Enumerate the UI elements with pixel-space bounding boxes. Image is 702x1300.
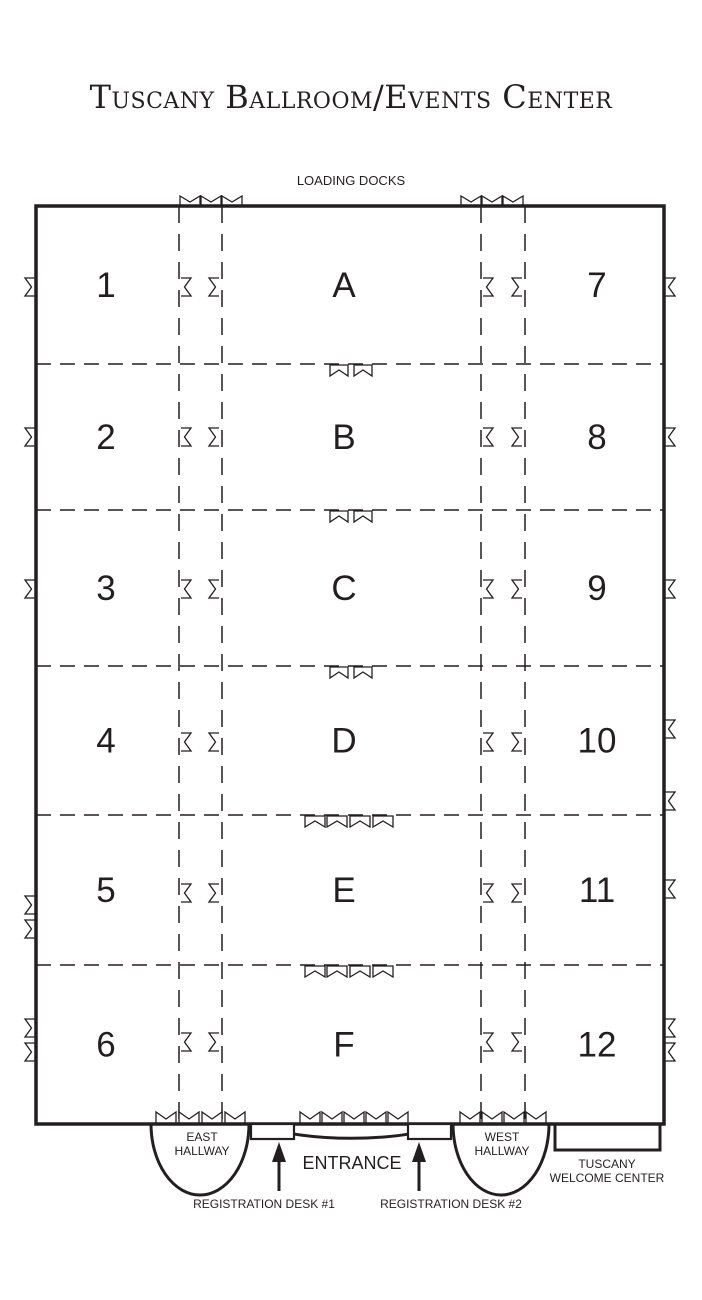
door-icon	[25, 896, 35, 914]
welcome-center-label-1: TUSCANY	[578, 1157, 636, 1171]
door-icon	[181, 1033, 191, 1051]
door-icon	[202, 1112, 222, 1123]
door-icon	[512, 278, 522, 296]
page-title: Tuscany Ballroom/Events Center	[89, 78, 613, 116]
door-icon	[483, 278, 493, 296]
door-icon	[373, 966, 393, 977]
door-icon	[156, 1112, 176, 1123]
west-hallway-label-2: HALLWAY	[474, 1144, 530, 1158]
loading-docks-label: LOADING DOCKS	[296, 173, 406, 188]
door-icon	[350, 816, 370, 827]
room-label-D: D	[331, 721, 357, 761]
door-icon	[330, 365, 348, 376]
door-icon	[209, 733, 219, 751]
door-icon	[225, 1112, 245, 1123]
registration-desk-2	[408, 1124, 451, 1139]
room-label-6: 6	[96, 1025, 116, 1065]
door-icon	[25, 580, 35, 598]
door-icon	[483, 884, 493, 902]
room-label-4: 4	[96, 721, 116, 761]
door-icon	[503, 196, 523, 205]
door-icon	[222, 196, 242, 205]
door-icon	[354, 365, 372, 376]
door-icon	[344, 1112, 364, 1123]
door-icon	[460, 1112, 480, 1123]
door-icon	[330, 511, 348, 522]
west-hallway-label-1: WEST	[484, 1130, 520, 1144]
welcome-center-label-2: WELCOME CENTER	[549, 1171, 665, 1185]
door-icon	[181, 428, 191, 446]
door-icon	[327, 816, 347, 827]
door-icon	[25, 1019, 35, 1037]
door-icon	[330, 667, 348, 678]
door-icon	[388, 1112, 408, 1123]
door-icon	[373, 816, 393, 827]
room-label-F: F	[333, 1025, 355, 1065]
door-icon	[526, 1112, 546, 1123]
door-icon	[181, 884, 191, 902]
room-label-3: 3	[96, 569, 116, 608]
door-icon	[25, 428, 35, 446]
registration-desk-1-label: REGISTRATION DESK #1	[193, 1197, 335, 1211]
room-label-C: C	[331, 569, 357, 608]
door-icon	[665, 880, 675, 898]
room-label-B: B	[332, 418, 356, 457]
door-icon	[25, 920, 35, 938]
door-icon	[327, 966, 347, 977]
door-icon	[209, 278, 219, 296]
door-icon	[665, 1043, 675, 1061]
door-icon	[665, 792, 675, 810]
door-icon	[350, 966, 370, 977]
door-icon	[512, 1033, 522, 1051]
door-icon	[665, 278, 675, 296]
door-icon	[512, 884, 522, 902]
door-icon	[25, 1043, 35, 1061]
door-icon	[25, 278, 35, 296]
room-label-7: 7	[587, 266, 607, 305]
welcome-center	[555, 1124, 660, 1150]
door-icon	[201, 196, 221, 205]
door-icon	[209, 1033, 219, 1051]
door-icon	[512, 733, 522, 751]
door-icon	[354, 667, 372, 678]
room-label-11: 11	[578, 871, 616, 910]
door-icon	[665, 720, 675, 738]
door-icon	[482, 1112, 502, 1123]
door-icon	[483, 733, 493, 751]
door-icon	[322, 1112, 342, 1123]
door-icon	[483, 1033, 493, 1051]
door-icon	[512, 580, 522, 598]
door-icon	[354, 511, 372, 522]
door-icon	[504, 1112, 524, 1123]
room-label-1: 1	[96, 266, 116, 305]
room-label-8: 8	[587, 418, 607, 457]
registration-desk-1	[251, 1124, 294, 1139]
room-label-10: 10	[577, 721, 617, 761]
room-label-5: 5	[96, 871, 116, 910]
building-outline	[36, 206, 664, 1124]
door-icon	[209, 428, 219, 446]
door-icon	[482, 196, 502, 205]
room-label-12: 12	[577, 1025, 617, 1065]
door-icon	[181, 278, 191, 296]
registration-desk-2-label: REGISTRATION DESK #2	[380, 1197, 522, 1211]
door-icon	[665, 580, 675, 598]
room-label-E: E	[332, 871, 356, 910]
door-icon	[366, 1112, 386, 1123]
door-icon	[483, 580, 493, 598]
door-icon	[181, 733, 191, 751]
door-icon	[483, 428, 493, 446]
door-icon	[209, 884, 219, 902]
door-icon	[209, 580, 219, 598]
room-label-2: 2	[96, 418, 116, 457]
entrance-label: ENTRANCE	[302, 1153, 402, 1173]
door-icon	[665, 428, 675, 446]
east-hallway-label-2: HALLWAY	[174, 1144, 230, 1158]
door-icon	[300, 1112, 320, 1123]
door-icon	[305, 816, 325, 827]
door-icon	[180, 196, 200, 205]
room-label-A: A	[332, 266, 356, 305]
desk-1-arrowhead	[272, 1142, 286, 1162]
door-icon	[179, 1112, 199, 1123]
door-icon	[305, 966, 325, 977]
desk-2-arrowhead	[412, 1142, 426, 1162]
east-hallway-label-1: EAST	[186, 1130, 218, 1144]
room-label-9: 9	[587, 569, 607, 608]
door-icon	[665, 1019, 675, 1037]
door-icon	[181, 580, 191, 598]
door-icon	[461, 196, 481, 205]
door-icon	[512, 428, 522, 446]
